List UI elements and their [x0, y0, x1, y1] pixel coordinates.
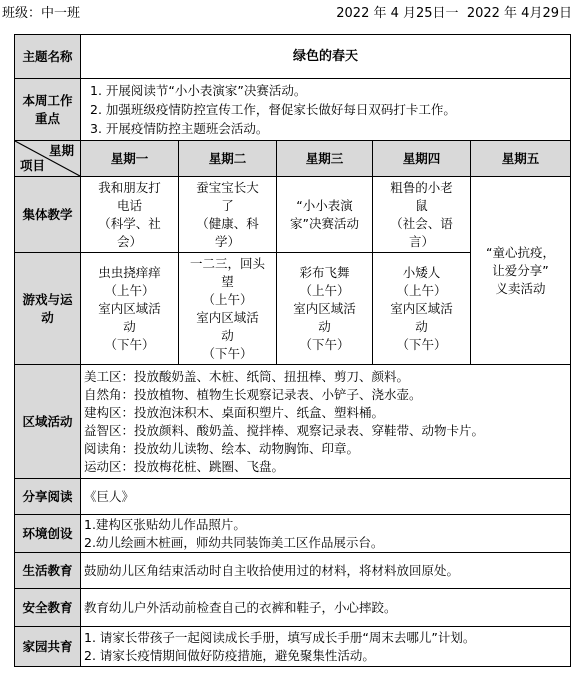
games-thursday: 小矮人 （上午） 室内区域活 动 （下午） — [373, 253, 471, 365]
collective-monday: 我和朋友打 电话 （科学、社 会） — [81, 177, 179, 253]
areas-content — [81, 365, 571, 479]
page-header — [0, 0, 582, 34]
area-line: 自然角：投放植物、植物生长观察记录表、小铲子、浇水壶。 — [84, 386, 422, 402]
class-label: 班级：中一班 — [2, 6, 81, 21]
home-row — [15, 627, 571, 667]
environment-row — [15, 515, 571, 553]
life-label: 生活教育 — [15, 553, 81, 589]
environment-content — [81, 515, 571, 553]
collective-tuesday: 蚕宝宝长大 了 （健康、科 学） — [179, 177, 277, 253]
focus-item: 1. 开展阅读节“小小表演家”决赛活动。 — [90, 83, 307, 98]
games-wednesday: 彩布飞舞 （上午） 室内区域活 动 （下午） — [277, 253, 373, 365]
theme-value: 绿色的春天 — [81, 35, 571, 79]
corner-week: 星期 — [48, 143, 74, 158]
games-monday: 虫虫挠痒痒 （上午） 室内区域活 动 （下午） — [81, 253, 179, 365]
day-tuesday: 星期二 — [179, 141, 277, 177]
collective-thursday: 粗鲁的小老 鼠 （社会、语 言） — [373, 177, 471, 253]
day-friday: 星期五 — [471, 141, 571, 177]
corner-item: 项目 — [20, 158, 46, 173]
environment-line: 1.建构区张贴幼儿作品照片。 — [84, 516, 246, 532]
weekly-plan-table — [14, 34, 571, 667]
area-line: 美工区：投放酸奶盖、木桩、纸筒、扭扭棒、剪刀、颜料。 — [84, 368, 410, 384]
home-content — [81, 627, 571, 667]
home-line: 1. 请家长带孩子一起阅读成长手册，填写成长手册“周末去哪儿”计划。 — [84, 629, 476, 645]
collective-wednesday: “小小表演 家”决赛活动 — [277, 177, 373, 253]
focus-row — [15, 79, 571, 141]
area-line: 建构区：投放泡沫积木、桌面积塑片、纸盒、塑料桶。 — [84, 404, 385, 420]
weekday-header-row — [15, 141, 571, 177]
area-line: 运动区：投放梅花桩、跳圈、飞盘。 — [84, 458, 285, 474]
games-tuesday: 一二三，回头 望 （上午） 室内区域活 动 （下午） — [179, 253, 277, 365]
focus-item: 3. 开展疫情防控主题班会活动。 — [90, 121, 269, 136]
reading-value: 《巨人》 — [81, 479, 571, 515]
environment-label: 环境创设 — [15, 515, 81, 553]
date-range: 2022 年 4 月25日一 2022 年 4月29日 — [336, 6, 572, 21]
reading-row — [15, 479, 571, 515]
environment-line: 2.幼儿绘画木桩画，师幼共同装饰美工区作品展示台。 — [84, 534, 384, 550]
collective-label: 集体教学 — [15, 177, 81, 253]
focus-item: 2. 加强班级疫情防控宣传工作，督促家长做好每日双码打卡工作。 — [90, 102, 456, 117]
friday-event: “童心抗疫， 让爱分享” 义卖活动 — [471, 177, 571, 365]
safety-row — [15, 589, 571, 627]
theme-label: 主题名称 — [15, 35, 81, 79]
area-line: 阅读角：投放幼儿读物、绘本、动物胸饰、印章。 — [84, 440, 360, 456]
collective-row — [15, 177, 571, 253]
games-label: 游戏与运动 — [15, 253, 81, 365]
safety-value: 教育幼儿户外活动前检查自己的衣裤和鞋子，小心摔跤。 — [81, 589, 571, 627]
reading-label: 分享阅读 — [15, 479, 81, 515]
areas-row — [15, 365, 571, 479]
life-value: 鼓励幼儿区角结束活动时自主收拾使用过的材料，将材料放回原处。 — [81, 553, 571, 589]
corner-cell — [15, 141, 81, 177]
focus-content — [81, 79, 571, 141]
day-wednesday: 星期三 — [277, 141, 373, 177]
life-row — [15, 553, 571, 589]
areas-label: 区域活动 — [15, 365, 81, 479]
home-line: 2. 请家长疫情期间做好防疫措施，避免聚集性活动。 — [84, 647, 375, 663]
day-thursday: 星期四 — [373, 141, 471, 177]
focus-label: 本周工作重点 — [15, 79, 81, 141]
theme-row — [15, 35, 571, 79]
safety-label: 安全教育 — [15, 589, 81, 627]
home-label: 家园共育 — [15, 627, 81, 667]
area-line: 益智区：投放颜料、酸奶盖、搅拌棒、观察记录表、穿鞋带、动物卡片。 — [84, 422, 485, 438]
day-monday: 星期一 — [81, 141, 179, 177]
